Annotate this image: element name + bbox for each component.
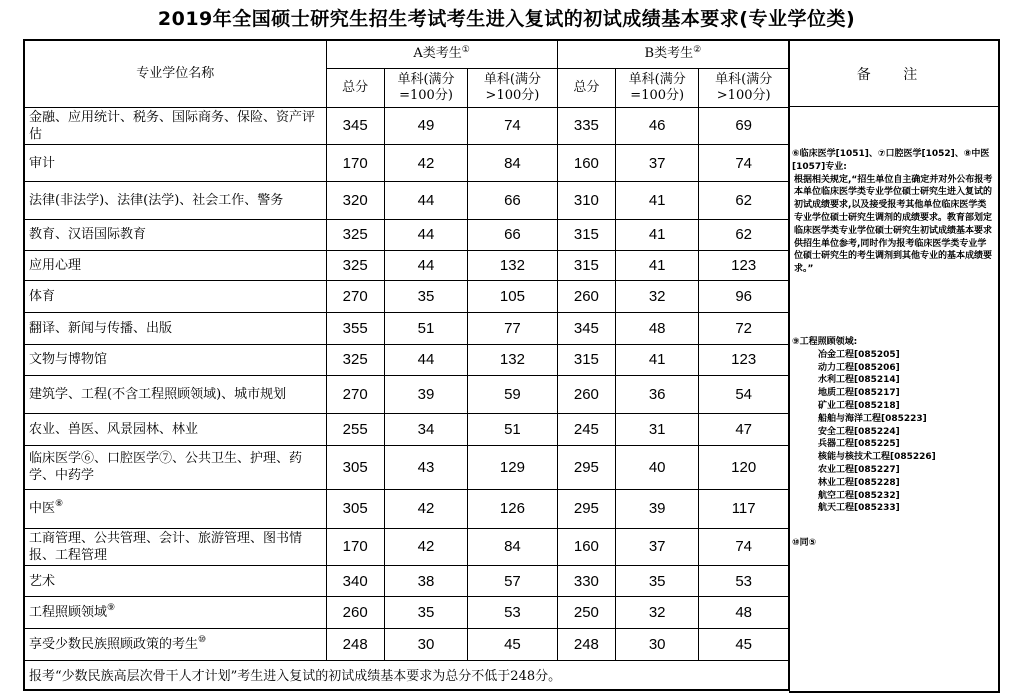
cell-a-s100: 49 [384, 107, 467, 145]
engineering-field-item: 航天工程[085233] [818, 503, 900, 514]
cell-a-sgt: 66 [468, 182, 558, 220]
cell-b-sgt: 62 [699, 219, 789, 250]
row-degree-name: 农业、兽医、风景园林、林业 [24, 414, 326, 446]
cell-a-total: 170 [326, 528, 384, 566]
cell-b-total: 295 [557, 489, 615, 528]
table-row [24, 528, 789, 566]
row-degree-name: 建筑学、工程(不含工程照顾领域)、城市规划 [24, 376, 326, 414]
cell-b-sgt: 54 [699, 376, 789, 414]
engineering-field-item: 矿业工程[085218] [818, 400, 900, 411]
cell-a-total: 270 [326, 281, 384, 313]
cell-a-s100: 35 [384, 281, 467, 313]
cell-a-s100: 39 [384, 376, 467, 414]
cell-a-s100: 34 [384, 414, 467, 446]
row-degree-name: 临床医学⑥、口腔医学⑦、公共卫生、护理、药学、中药学 [24, 445, 326, 489]
cell-b-s100: 37 [616, 145, 699, 182]
table-row [24, 597, 789, 629]
cell-b-total: 160 [557, 528, 615, 566]
row-degree-name: 体育 [24, 281, 326, 313]
engineering-field-item: 林业工程[085228] [818, 477, 900, 488]
cell-b-total: 260 [557, 376, 615, 414]
cell-b-s100: 41 [616, 219, 699, 250]
cell-a-total: 260 [326, 597, 384, 629]
remark-minority: ⑩同⑤ [792, 538, 817, 548]
table-row [24, 344, 789, 376]
cell-b-s100: 48 [616, 312, 699, 344]
header-b-single-gt100: 单科(满分>100分) [699, 68, 789, 107]
header-a-single-gt100: 单科(满分>100分) [468, 68, 558, 107]
cell-b-sgt: 123 [699, 250, 789, 281]
score-table-body [24, 107, 789, 660]
cell-b-total: 345 [557, 312, 615, 344]
header-name: 专业学位名称 [24, 40, 326, 107]
cell-b-s100: 41 [616, 182, 699, 220]
cell-a-s100: 42 [384, 528, 467, 566]
table-row [24, 489, 789, 528]
remark-clinical-body: 根据相关规定,“招生单位自主确定并对外公布报考本单位临床医学类专业学位硕士研究生进入复试的初试成绩要求,以及接受报考其他单位临床医学类专业学位硕士研究生调剂的成绩要求。教育部划定临床医学类专业学位硕士研究生初试成绩基本要求供招生单位参考,同时作为报考临床医学类专业学位硕士研究生的考生调剂到其他专业的基本成绩要求。” [794, 174, 993, 275]
table-row [24, 219, 789, 250]
remark-engineering [792, 336, 994, 515]
row-degree-name: 享受少数民族照顾政策的考生⑩ [24, 628, 326, 660]
cell-b-total: 245 [557, 414, 615, 446]
engineering-field-item: 地质工程[085217] [818, 388, 900, 399]
cell-a-s100: 44 [384, 219, 467, 250]
cell-a-sgt: 66 [468, 219, 558, 250]
engineering-field-item: 冶金工程[085205] [818, 349, 900, 360]
cell-a-s100: 44 [384, 250, 467, 281]
engineering-field-item: 兵器工程[085225] [818, 439, 900, 450]
engineering-field-item: 安全工程[085224] [818, 426, 900, 437]
cell-a-total: 340 [326, 566, 384, 597]
cell-b-s100: 32 [616, 597, 699, 629]
cell-a-sgt: 74 [468, 107, 558, 145]
cell-b-sgt: 53 [699, 566, 789, 597]
cell-b-sgt: 72 [699, 312, 789, 344]
cell-a-sgt: 84 [468, 145, 558, 182]
cell-a-sgt: 51 [468, 414, 558, 446]
cell-b-sgt: 62 [699, 182, 789, 220]
row-degree-name: 翻译、新闻与传播、出版 [24, 312, 326, 344]
cell-b-total: 315 [557, 250, 615, 281]
cell-a-sgt: 84 [468, 528, 558, 566]
cell-b-total: 160 [557, 145, 615, 182]
cell-a-sgt: 132 [468, 250, 558, 281]
footer-note: 报考“少数民族高层次骨干人才计划”考生进入复试的初试成绩基本要求为总分不低于248分。 [24, 660, 789, 690]
header-b-single-100: 单科(满分=100分) [616, 68, 699, 107]
cell-a-sgt: 77 [468, 312, 558, 344]
remarks-column [789, 39, 1000, 693]
row-degree-name: 工商管理、公共管理、会计、旅游管理、图书情报、工程管理 [24, 528, 326, 566]
table-row [24, 250, 789, 281]
cell-b-total: 250 [557, 597, 615, 629]
cell-a-sgt: 45 [468, 628, 558, 660]
header-a-total: 总分 [326, 68, 384, 107]
engineering-field-item: 航空工程[085232] [818, 490, 900, 501]
engineering-field-list [792, 349, 994, 515]
cell-b-sgt: 69 [699, 107, 789, 145]
engineering-field-item: 核能与核技术工程[085226] [818, 452, 936, 463]
cell-a-total: 305 [326, 445, 384, 489]
engineering-field-item: 水利工程[085214] [818, 375, 900, 386]
row-degree-name: 文物与博物馆 [24, 344, 326, 376]
cell-a-s100: 51 [384, 312, 467, 344]
cell-b-total: 335 [557, 107, 615, 145]
cell-a-total: 248 [326, 628, 384, 660]
cell-a-sgt: 57 [468, 566, 558, 597]
cell-a-s100: 38 [384, 566, 467, 597]
score-table-container [23, 39, 999, 691]
table-row [24, 414, 789, 446]
cell-b-s100: 32 [616, 281, 699, 313]
remark-clinical [792, 148, 994, 276]
cell-b-sgt: 47 [699, 414, 789, 446]
cell-a-s100: 42 [384, 489, 467, 528]
cell-b-sgt: 120 [699, 445, 789, 489]
cell-a-sgt: 126 [468, 489, 558, 528]
table-row [24, 566, 789, 597]
table-row [24, 145, 789, 182]
cell-b-s100: 36 [616, 376, 699, 414]
row-degree-name: 教育、汉语国际教育 [24, 219, 326, 250]
cell-a-sgt: 129 [468, 445, 558, 489]
table-row [24, 628, 789, 660]
remarks-header: 备 注 [790, 41, 998, 107]
cell-a-total: 305 [326, 489, 384, 528]
cell-b-total: 248 [557, 628, 615, 660]
cell-b-s100: 40 [616, 445, 699, 489]
cell-a-sgt: 59 [468, 376, 558, 414]
cell-a-total: 270 [326, 376, 384, 414]
cell-a-s100: 30 [384, 628, 467, 660]
cell-b-total: 330 [557, 566, 615, 597]
cell-b-s100: 30 [616, 628, 699, 660]
cell-b-s100: 39 [616, 489, 699, 528]
cell-b-sgt: 74 [699, 145, 789, 182]
cell-a-total: 325 [326, 219, 384, 250]
cell-a-s100: 42 [384, 145, 467, 182]
table-row [24, 376, 789, 414]
cell-a-sgt: 132 [468, 344, 558, 376]
cell-b-s100: 35 [616, 566, 699, 597]
engineering-field-item: 动力工程[085206] [818, 362, 900, 373]
cell-a-total: 325 [326, 250, 384, 281]
cell-a-total: 355 [326, 312, 384, 344]
cell-a-s100: 44 [384, 344, 467, 376]
table-row [24, 281, 789, 313]
cell-b-total: 260 [557, 281, 615, 313]
cell-b-sgt: 48 [699, 597, 789, 629]
cell-a-total: 255 [326, 414, 384, 446]
remark-engineering-head: ⑨工程照顾领域: [792, 337, 858, 347]
row-degree-name: 金融、应用统计、税务、国际商务、保险、资产评估 [24, 107, 326, 145]
engineering-field-item: 农业工程[085227] [818, 464, 900, 475]
cell-b-s100: 41 [616, 344, 699, 376]
cell-b-sgt: 117 [699, 489, 789, 528]
cell-a-total: 325 [326, 344, 384, 376]
cell-b-s100: 31 [616, 414, 699, 446]
header-group-a: A类考生① [326, 40, 557, 68]
cell-b-total: 310 [557, 182, 615, 220]
table-row [24, 312, 789, 344]
remark-clinical-head: ⑥临床医学[1051]、⑦口腔医学[1052]、⑧中医[1057]专业: [792, 149, 990, 172]
header-a-single-100: 单科(满分=100分) [384, 68, 467, 107]
cell-b-total: 295 [557, 445, 615, 489]
cell-a-sgt: 105 [468, 281, 558, 313]
table-row [24, 445, 789, 489]
cell-a-s100: 44 [384, 182, 467, 220]
cell-b-sgt: 96 [699, 281, 789, 313]
engineering-field-item: 船舶与海洋工程[085223] [818, 413, 927, 424]
cell-b-s100: 37 [616, 528, 699, 566]
cell-a-total: 345 [326, 107, 384, 145]
cell-b-total: 315 [557, 219, 615, 250]
table-row [24, 107, 789, 145]
cell-b-s100: 41 [616, 250, 699, 281]
cell-b-sgt: 74 [699, 528, 789, 566]
cell-a-s100: 35 [384, 597, 467, 629]
score-table [23, 39, 789, 691]
header-group-b: B类考生② [557, 40, 788, 68]
cell-b-total: 315 [557, 344, 615, 376]
cell-a-sgt: 53 [468, 597, 558, 629]
cell-b-sgt: 123 [699, 344, 789, 376]
cell-a-total: 170 [326, 145, 384, 182]
row-degree-name: 中医⑧ [24, 489, 326, 528]
row-degree-name: 法律(非法学)、法律(法学)、社会工作、警务 [24, 182, 326, 220]
row-degree-name: 工程照顾领域⑨ [24, 597, 326, 629]
header-b-total: 总分 [557, 68, 615, 107]
cell-b-s100: 46 [616, 107, 699, 145]
cell-b-sgt: 45 [699, 628, 789, 660]
row-degree-name: 艺术 [24, 566, 326, 597]
cell-a-s100: 43 [384, 445, 467, 489]
table-row [24, 182, 789, 220]
cell-a-total: 320 [326, 182, 384, 220]
row-degree-name: 应用心理 [24, 250, 326, 281]
row-degree-name: 审计 [24, 145, 326, 182]
page-title: 2019年全国硕士研究生招生考试考生进入复试的初试成绩基本要求(专业学位类) [157, 8, 856, 30]
